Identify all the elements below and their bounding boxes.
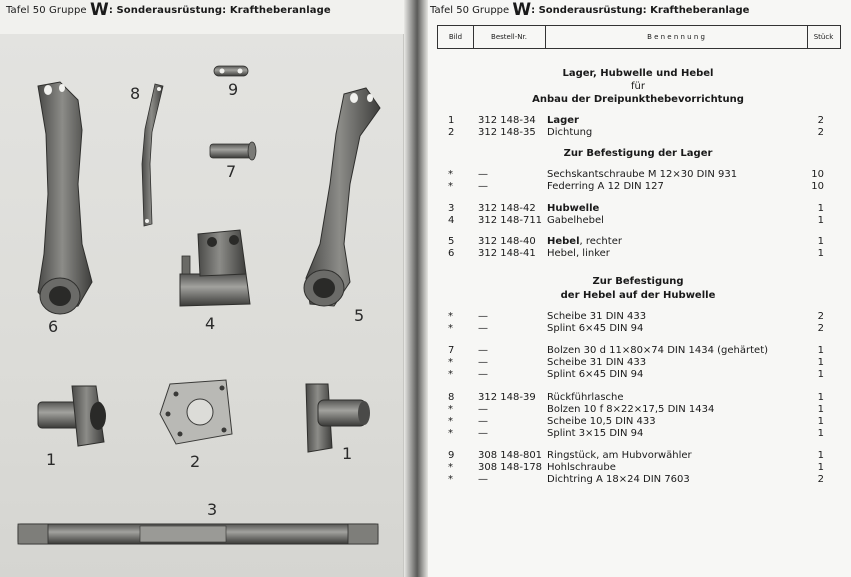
row-benennung-text: Splint 6×45 DIN 94 bbox=[547, 323, 644, 334]
section-title-main: Lager, Hubwelle und Hebel bbox=[562, 68, 714, 79]
row-stueck: 10 bbox=[811, 169, 824, 180]
section-title-main-fuer: für bbox=[631, 81, 645, 92]
row-stueck: 2 bbox=[817, 127, 824, 138]
row-stueck: 1 bbox=[817, 215, 824, 226]
row-stueck: 1 bbox=[817, 369, 824, 380]
row-benennung bbox=[547, 215, 604, 227]
row-stueck: 1 bbox=[817, 404, 824, 415]
column-header-stueck: Stück bbox=[813, 33, 834, 41]
row-bild: 7 bbox=[448, 345, 455, 356]
row-bestell-nr: — bbox=[478, 169, 488, 180]
row-benennung bbox=[547, 462, 616, 474]
part-6-lever-left bbox=[38, 82, 92, 314]
row-benennung bbox=[547, 323, 643, 335]
row-benennung-text: Sechskantschraube M 12×30 DIN 931 bbox=[547, 169, 738, 180]
row-bild: 6 bbox=[448, 248, 455, 259]
row-bild: 3 bbox=[448, 203, 455, 214]
table-row bbox=[428, 428, 851, 440]
row-stueck: 1 bbox=[817, 357, 824, 368]
table-row bbox=[428, 474, 851, 486]
row-bestell-nr: — bbox=[478, 428, 488, 439]
row-bestell-nr: — bbox=[478, 404, 488, 415]
figure-label-3: 3 bbox=[207, 500, 218, 519]
table-row bbox=[428, 357, 851, 369]
row-bild: * bbox=[448, 357, 453, 368]
row-bestell-nr: 312 148-711 bbox=[478, 215, 543, 226]
row-benennung-bold: Lager bbox=[547, 115, 579, 126]
row-bild: 4 bbox=[448, 215, 455, 226]
row-bild: * bbox=[448, 404, 453, 415]
right-header-group: W bbox=[512, 0, 532, 20]
part-5-lever-right bbox=[304, 88, 380, 306]
row-bestell-nr: — bbox=[478, 323, 488, 334]
row-benennung bbox=[547, 236, 622, 248]
row-stueck: 2 bbox=[817, 115, 824, 126]
row-bestell-nr: — bbox=[478, 311, 488, 322]
part-8-strap bbox=[142, 84, 163, 226]
row-benennung bbox=[547, 203, 599, 215]
row-benennung-text: Splint 3×15 DIN 94 bbox=[547, 428, 644, 439]
right-header-title: : Sonderausrüstung: Kraftheberanlage bbox=[531, 5, 750, 16]
table-row bbox=[428, 462, 851, 474]
row-benennung bbox=[547, 345, 768, 357]
parts-illustration bbox=[0, 34, 403, 577]
row-bestell-nr: — bbox=[478, 181, 488, 192]
section-title-hebel-1: Zur Befestigung bbox=[592, 276, 684, 287]
figure-label-1-right: 1 bbox=[342, 444, 353, 463]
parts-table-header bbox=[437, 25, 841, 49]
row-stueck: 1 bbox=[817, 203, 824, 214]
row-bild: 2 bbox=[448, 127, 455, 138]
row-benennung bbox=[547, 450, 692, 462]
row-stueck: 1 bbox=[817, 450, 824, 461]
row-bild: * bbox=[448, 323, 453, 334]
row-bestell-nr: — bbox=[478, 474, 488, 485]
row-bestell-nr: 312 148-40 bbox=[478, 236, 536, 247]
section-title-lager: Zur Befestigung der Lager bbox=[563, 148, 713, 159]
table-row bbox=[428, 323, 851, 335]
row-bestell-nr: 312 148-34 bbox=[478, 115, 536, 126]
table-row bbox=[428, 345, 851, 357]
row-bestell-nr: 308 148-801 bbox=[478, 450, 543, 461]
figure-label-1-left: 1 bbox=[46, 450, 57, 469]
part-7-bolt bbox=[210, 142, 256, 160]
left-header-group: W bbox=[89, 0, 109, 20]
figure-label-2: 2 bbox=[190, 452, 201, 471]
row-benennung bbox=[547, 428, 643, 440]
row-benennung bbox=[547, 115, 579, 127]
table-row bbox=[428, 181, 851, 193]
row-benennung bbox=[547, 181, 664, 193]
figure-label-9: 9 bbox=[228, 80, 239, 99]
figure-label-4: 4 bbox=[205, 314, 216, 333]
row-benennung-text: Scheibe 31 DIN 433 bbox=[547, 311, 647, 322]
row-benennung bbox=[547, 169, 737, 181]
row-bild: * bbox=[448, 416, 453, 427]
table-row bbox=[428, 169, 851, 181]
row-benennung-text: Dichtring A 18×24 DIN 7603 bbox=[547, 474, 690, 485]
right-page bbox=[428, 0, 851, 577]
figure-label-5: 5 bbox=[354, 306, 365, 325]
parts-photo bbox=[0, 34, 404, 577]
row-benennung-text: Scheibe 31 DIN 433 bbox=[547, 357, 647, 368]
table-row bbox=[428, 404, 851, 416]
row-stueck: 1 bbox=[817, 462, 824, 473]
row-benennung-text: Ringstück, am Hubvorwähler bbox=[547, 450, 692, 461]
table-row bbox=[428, 115, 851, 127]
row-benennung bbox=[547, 311, 646, 323]
row-benennung-text: Bolzen 30 d 11×80×74 DIN 1434 (gehärtet) bbox=[547, 345, 769, 356]
row-benennung bbox=[547, 357, 646, 369]
row-benennung bbox=[547, 404, 714, 416]
table-row bbox=[428, 450, 851, 462]
row-bild: * bbox=[448, 474, 453, 485]
row-stueck: 2 bbox=[817, 311, 824, 322]
column-header-bild: Bild bbox=[438, 26, 474, 48]
table-row bbox=[428, 311, 851, 323]
left-header-prefix: Tafel 50 Gruppe bbox=[6, 5, 90, 16]
part-3-shaft bbox=[18, 524, 378, 544]
part-1-bearing-left bbox=[38, 386, 106, 446]
row-bestell-nr: — bbox=[478, 416, 488, 427]
row-bild: * bbox=[448, 462, 453, 473]
table-row bbox=[428, 215, 851, 227]
row-stueck: 1 bbox=[817, 428, 824, 439]
figure-label-7: 7 bbox=[226, 162, 237, 181]
row-benennung bbox=[547, 369, 643, 381]
right-header-prefix: Tafel 50 Gruppe bbox=[430, 5, 513, 16]
row-bild: * bbox=[448, 181, 453, 192]
part-1-bearing-right bbox=[306, 384, 370, 452]
row-benennung-bold: Hebel bbox=[547, 236, 580, 247]
row-benennung-text: Scheibe 10,5 DIN 433 bbox=[547, 416, 656, 427]
table-row bbox=[428, 369, 851, 381]
table-row bbox=[428, 127, 851, 139]
row-benennung-text: Dichtung bbox=[547, 127, 593, 138]
row-benennung bbox=[547, 127, 592, 139]
row-bild: * bbox=[448, 311, 453, 322]
part-4-fork-lever bbox=[180, 230, 250, 306]
figure-label-8: 8 bbox=[130, 84, 141, 103]
row-benennung-text: Rückführlasche bbox=[547, 392, 624, 403]
row-benennung-text: Bolzen 10 f 8×22×17,5 DIN 1434 bbox=[547, 404, 715, 415]
row-bild: 5 bbox=[448, 236, 455, 247]
row-bild: 8 bbox=[448, 392, 455, 403]
row-bestell-nr: — bbox=[478, 369, 488, 380]
row-bild: 1 bbox=[448, 115, 455, 126]
row-benennung-text: Hebel, linker bbox=[547, 248, 610, 259]
row-stueck: 1 bbox=[817, 236, 824, 247]
row-stueck: 1 bbox=[817, 416, 824, 427]
table-row bbox=[428, 203, 851, 215]
row-bild: * bbox=[448, 169, 453, 180]
left-header-title: : Sonderausrüstung: Kraftheberanlage bbox=[108, 5, 331, 16]
right-page-header bbox=[430, 0, 750, 20]
row-stueck: 10 bbox=[811, 181, 824, 192]
row-bestell-nr: — bbox=[478, 357, 488, 368]
book-gutter bbox=[404, 0, 428, 577]
row-benennung-bold: Hubwelle bbox=[547, 203, 600, 214]
row-benennung bbox=[547, 474, 690, 486]
column-header-bestell-nr: Bestell-Nr. bbox=[473, 26, 546, 48]
row-stueck: 1 bbox=[817, 248, 824, 259]
table-row bbox=[428, 248, 851, 260]
row-bild: 9 bbox=[448, 450, 455, 461]
row-bild: * bbox=[448, 428, 453, 439]
table-row bbox=[428, 236, 851, 248]
row-benennung bbox=[547, 416, 656, 428]
section-title-hebel-2: der Hebel auf der Hubwelle bbox=[560, 290, 716, 301]
row-stueck: 1 bbox=[817, 392, 824, 403]
part-9-ring bbox=[214, 66, 248, 76]
table-row bbox=[428, 416, 851, 428]
row-benennung-text: Gabelhebel bbox=[547, 215, 604, 226]
row-benennung-text: Federring A 12 DIN 127 bbox=[547, 181, 664, 192]
row-benennung-text: , rechter bbox=[579, 236, 622, 247]
left-page-header bbox=[6, 0, 331, 20]
row-stueck: 1 bbox=[817, 345, 824, 356]
row-benennung-text: Hohlschraube bbox=[547, 462, 616, 473]
row-bestell-nr: 312 148-41 bbox=[478, 248, 536, 259]
row-stueck: 2 bbox=[817, 323, 824, 334]
column-header-benennung: B e n e n n u n g bbox=[545, 26, 808, 48]
section-title-main-anbau: Anbau der Dreipunkthebevorrichtung bbox=[532, 94, 744, 105]
figure-label-6: 6 bbox=[48, 317, 59, 336]
row-bestell-nr: 312 148-35 bbox=[478, 127, 536, 138]
row-bild: * bbox=[448, 369, 453, 380]
table-row bbox=[428, 392, 851, 404]
row-bestell-nr: 312 148-42 bbox=[478, 203, 536, 214]
part-2-gasket bbox=[160, 380, 232, 444]
row-bestell-nr: 308 148-178 bbox=[478, 462, 543, 473]
row-bestell-nr: 312 148-39 bbox=[478, 392, 536, 403]
row-benennung-text: Splint 6×45 DIN 94 bbox=[547, 369, 644, 380]
row-benennung bbox=[547, 248, 610, 260]
row-bestell-nr: — bbox=[478, 345, 488, 356]
row-benennung bbox=[547, 392, 624, 404]
row-stueck: 2 bbox=[817, 474, 824, 485]
